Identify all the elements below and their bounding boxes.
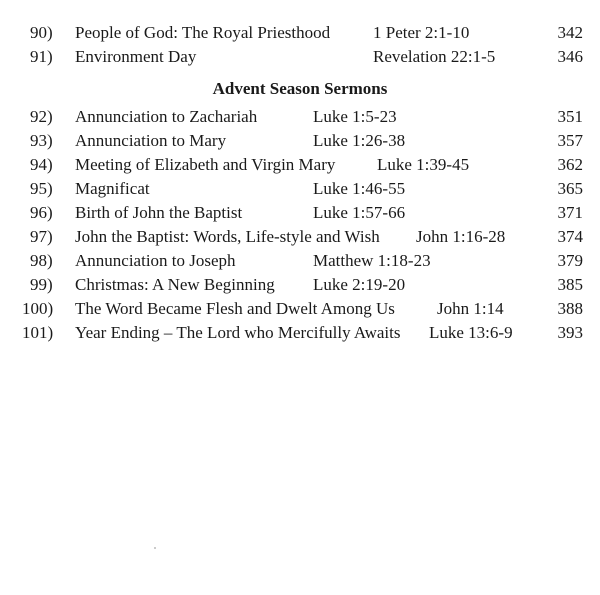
entry-reference: Revelation 22:1-5 — [373, 47, 496, 66]
entry-reference: Luke 13:6-9 — [429, 323, 513, 342]
toc-entry — [0, 153, 600, 177]
entry-number: 90) — [30, 23, 53, 42]
entry-title: Annunciation to Zachariah — [75, 107, 258, 126]
entry-page: 351 — [557, 107, 583, 126]
entry-page: 365 — [557, 179, 583, 198]
entry-number: 93) — [30, 131, 53, 150]
toc-entry — [0, 297, 600, 321]
toc-entry — [0, 225, 600, 249]
entry-title: Magnificat — [75, 179, 150, 198]
entry-number: 100) — [22, 299, 54, 318]
entry-reference: Luke 1:39-45 — [377, 155, 470, 174]
entry-page: 379 — [557, 251, 583, 270]
entry-number: 94) — [30, 155, 53, 174]
entry-page: 393 — [557, 323, 583, 342]
entry-reference: Luke 1:26-38 — [313, 131, 406, 150]
entry-reference: Matthew 1:18-23 — [313, 251, 431, 270]
entry-page: 388 — [557, 299, 583, 318]
entry-number: 99) — [30, 275, 53, 294]
entry-title: John the Baptist: Words, Life-style and Wish — [75, 227, 380, 246]
entry-page: 371 — [557, 203, 583, 222]
toc-entry — [0, 105, 600, 129]
entry-title: Annunciation to Joseph — [75, 251, 236, 270]
entry-reference: Luke 1:5-23 — [313, 107, 397, 126]
entry-page: 385 — [557, 275, 583, 294]
entry-title: Year Ending – The Lord who Mercifully Awaits — [75, 323, 401, 342]
entry-number: 95) — [30, 179, 53, 198]
entry-title: Birth of John the Baptist — [75, 203, 243, 222]
toc-entry — [0, 45, 600, 69]
entry-title: Environment Day — [75, 47, 197, 66]
section-heading: Advent Season Sermons — [212, 79, 388, 98]
entry-title: Annunciation to Mary — [75, 131, 227, 150]
entry-number: 91) — [30, 47, 53, 66]
entry-reference: John 1:14 — [437, 299, 504, 318]
toc-entry — [0, 201, 600, 225]
entry-page: 342 — [557, 23, 583, 42]
entry-reference: Luke 1:57-66 — [313, 203, 406, 222]
entry-reference: Luke 1:46-55 — [313, 179, 406, 198]
toc-entry — [0, 129, 600, 153]
entry-number: 101) — [22, 323, 54, 342]
entry-page: 374 — [557, 227, 583, 246]
entry-title: Christmas: A New Beginning — [75, 275, 275, 294]
toc-entry — [0, 21, 600, 45]
toc-entry — [0, 177, 600, 201]
entry-number: 92) — [30, 107, 53, 126]
entry-title: The Word Became Flesh and Dwelt Among Us — [75, 299, 395, 318]
entry-title: People of God: The Royal Priesthood — [75, 23, 331, 42]
paper-speck — [154, 547, 156, 549]
toc-entry — [0, 273, 600, 297]
entry-reference: 1 Peter 2:1-10 — [373, 23, 470, 42]
toc-entry — [0, 249, 600, 273]
toc-entry — [0, 321, 600, 345]
entry-page: 346 — [557, 47, 583, 66]
entry-number: 97) — [30, 227, 53, 246]
entry-reference: John 1:16-28 — [416, 227, 506, 246]
entry-number: 98) — [30, 251, 53, 270]
entry-number: 96) — [30, 203, 53, 222]
entry-title: Meeting of Elizabeth and Virgin Mary — [75, 155, 336, 174]
entry-page: 357 — [557, 131, 583, 150]
entry-page: 362 — [557, 155, 583, 174]
entry-reference: Luke 2:19-20 — [313, 275, 406, 294]
